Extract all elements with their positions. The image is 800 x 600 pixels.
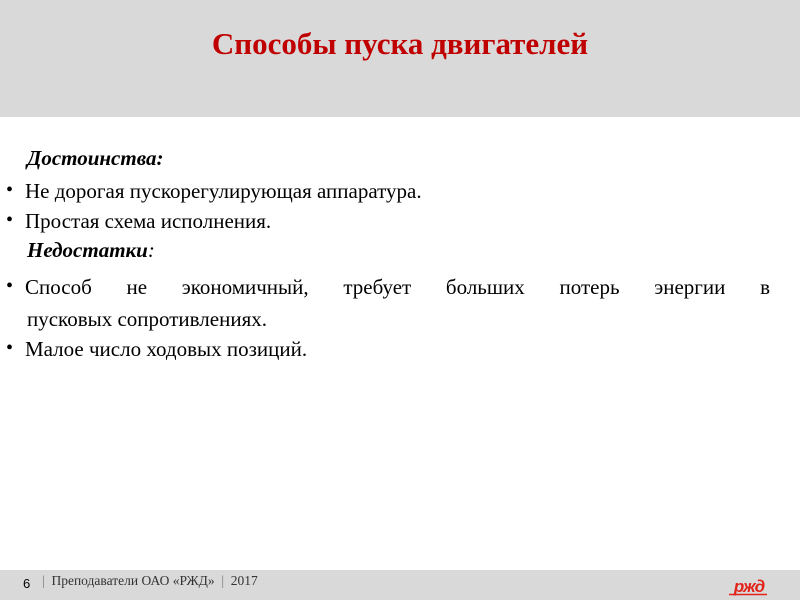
advantage-item-2: Простая схема исполнения. bbox=[25, 209, 272, 233]
disadvantages-heading-text: Недостатки bbox=[27, 238, 148, 262]
disadvantage-item-1-text: Способ не экономичный, требует больших потерь энергии в bbox=[25, 275, 770, 299]
page-number: 6 bbox=[23, 576, 31, 591]
bullet-icon: • bbox=[6, 275, 14, 297]
rzd-logo-icon bbox=[727, 576, 771, 596]
disadvantage-item-1-line-1 bbox=[25, 275, 770, 300]
advantages-heading bbox=[27, 146, 163, 171]
disadvantage-item-2: Малое число ходовых позиций. bbox=[25, 337, 308, 361]
footer-organization: Преподаватели ОАО «РЖД» bbox=[51, 573, 215, 588]
title-bar bbox=[0, 0, 800, 117]
advantages-heading-text: Достоинства: bbox=[27, 146, 164, 170]
footer-separator: | bbox=[221, 573, 225, 588]
disadvantages-colon: : bbox=[147, 238, 155, 262]
bullet-icon: • bbox=[6, 209, 14, 231]
advantage-item-1: Не дорогая пускорегулирующая аппаратура. bbox=[25, 179, 422, 203]
disadvantage-item-1-line-2: пусковых сопротивлениях. bbox=[27, 307, 267, 331]
disadvantages-heading bbox=[27, 238, 155, 263]
rzd-logo-text: ржд bbox=[733, 577, 765, 596]
footer-year: 2017 bbox=[230, 573, 258, 588]
footer-separator: | bbox=[42, 573, 45, 588]
bullet-icon: • bbox=[6, 179, 14, 201]
bullet-icon: • bbox=[6, 337, 14, 359]
slide-title: Способы пуска двигателей bbox=[211, 26, 589, 61]
footer-caption bbox=[42, 573, 258, 589]
